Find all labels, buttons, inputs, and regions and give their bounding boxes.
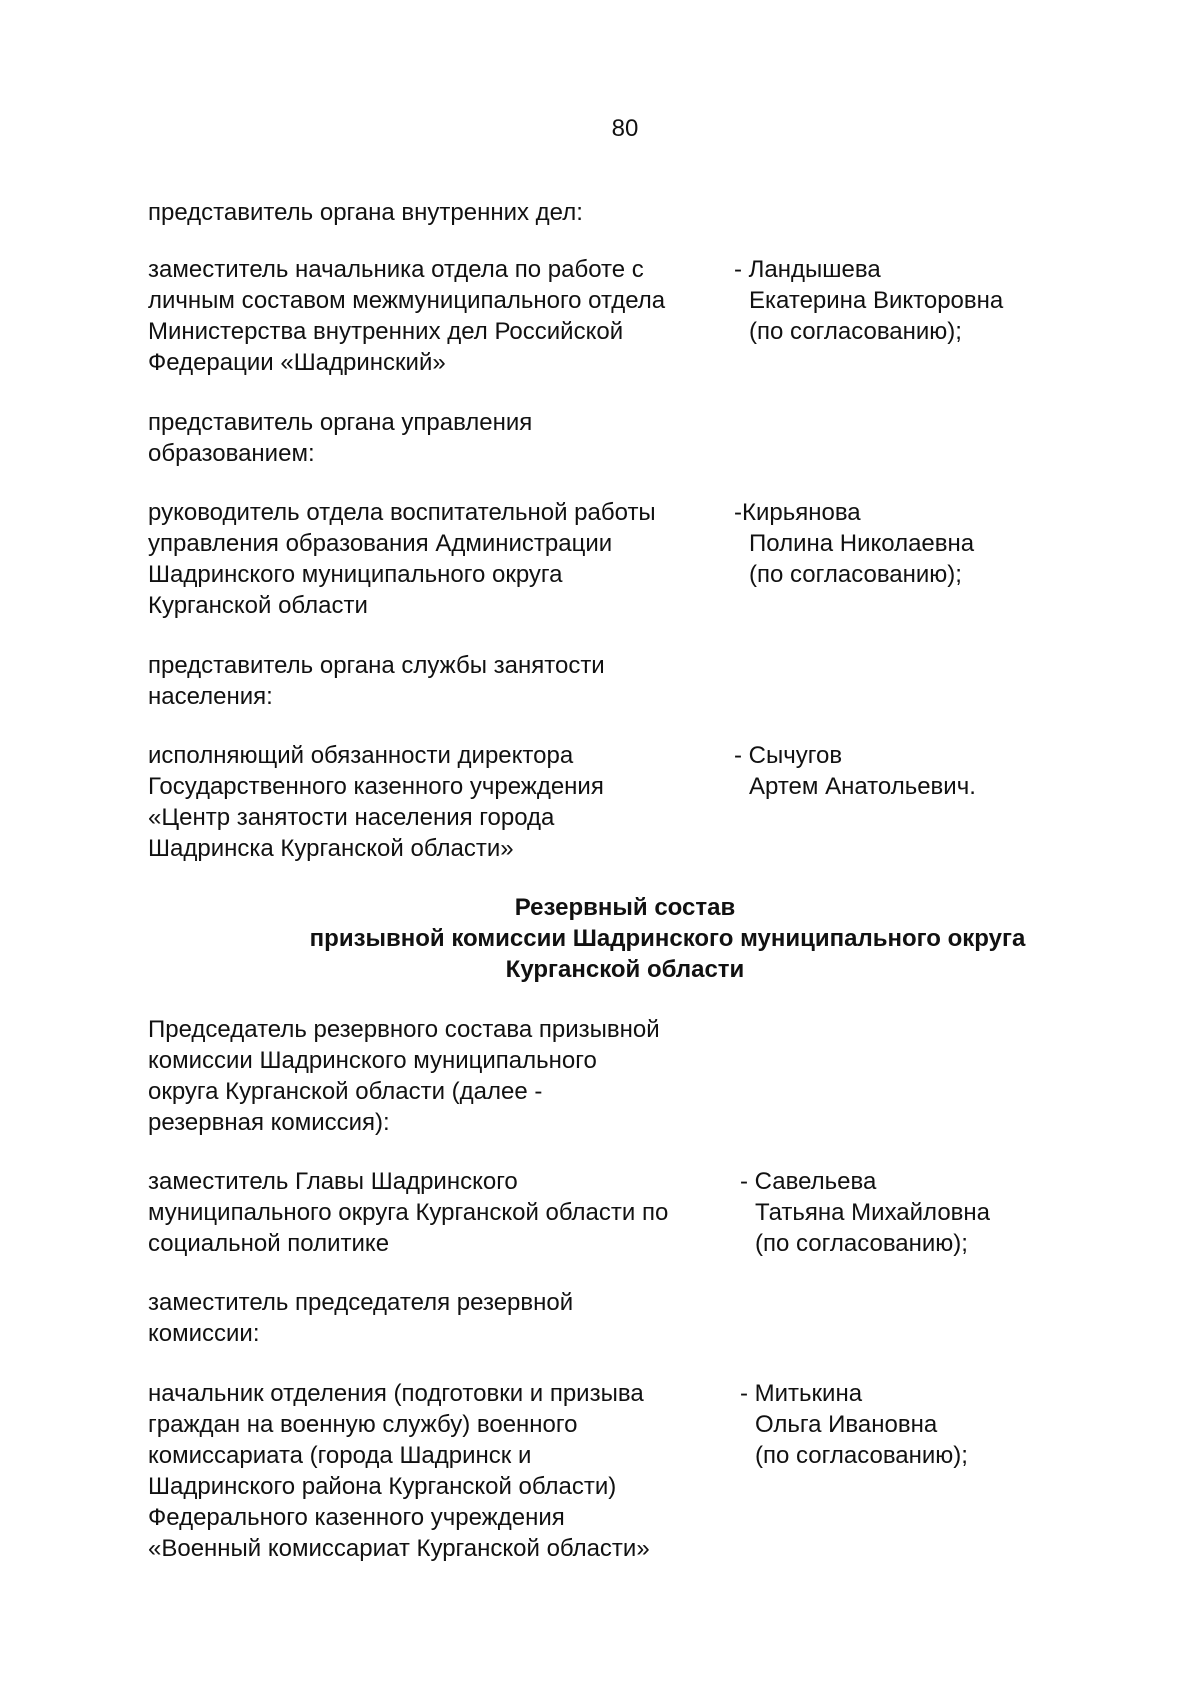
member-name-line: - Митькина xyxy=(740,1380,863,1407)
member-name-line: - Сычугов xyxy=(734,742,843,769)
section-label: округа Курганской области (далее - xyxy=(148,1078,543,1105)
member-name-line: - Савельева xyxy=(740,1168,877,1195)
position-line: Шадринска Курганской области» xyxy=(148,835,514,862)
position-line: заместитель Главы Шадринского xyxy=(148,1168,518,1195)
member-name-line: Ольга Ивановна xyxy=(755,1411,938,1438)
position-line: Шадринского муниципального округа xyxy=(148,561,563,588)
section-label: резервная комиссия): xyxy=(148,1109,390,1136)
member-name-line: Татьяна Михайловна xyxy=(755,1199,991,1226)
position-line: управления образования Администрации xyxy=(148,530,613,557)
page-number: 80 xyxy=(611,115,639,142)
member-note: (по согласованию); xyxy=(755,1230,968,1257)
section-label: комиссии: xyxy=(148,1320,260,1347)
member-name-line: Полина Николаевна xyxy=(749,530,975,557)
section-label: населения: xyxy=(148,683,273,710)
member-name-line: Артем Анатольевич. xyxy=(749,773,976,800)
position-line: граждан на военную службу) военного xyxy=(148,1411,578,1438)
section-heading: Курганской области xyxy=(505,956,745,983)
section-label: представитель органа внутренних дел: xyxy=(148,199,583,226)
position-line: Федерального казенного учреждения xyxy=(148,1504,565,1531)
section-heading: призывной комиссии Шадринского муниципального округа xyxy=(309,925,1026,952)
position-line: начальник отделения (подготовки и призыва xyxy=(148,1380,644,1407)
position-line: Курганской области xyxy=(148,592,368,619)
section-label: заместитель председателя резервной xyxy=(148,1289,574,1316)
section-label: представитель органа службы занятости xyxy=(148,652,605,679)
position-line: Федерации «Шадринский» xyxy=(148,349,446,376)
member-name-line: -Кирьянова xyxy=(734,499,861,526)
member-note: (по согласованию); xyxy=(749,318,962,345)
section-heading: Резервный состав xyxy=(514,894,736,921)
member-name-line: - Ландышева xyxy=(734,256,881,283)
member-note: (по согласованию); xyxy=(755,1442,968,1469)
section-label: образованием: xyxy=(148,440,315,467)
member-name-line: Екатерина Викторовна xyxy=(749,287,1004,314)
section-label: Председатель резервного состава призывной xyxy=(148,1016,660,1043)
position-line: руководитель отдела воспитательной работы xyxy=(148,499,656,526)
position-line: Шадринского района Курганской области) xyxy=(148,1473,617,1500)
section-label: представитель органа управления xyxy=(148,409,533,436)
position-line: Государственного казенного учреждения xyxy=(148,773,604,800)
position-line: заместитель начальника отдела по работе с xyxy=(148,256,644,283)
position-line: «Центр занятости населения города xyxy=(148,804,555,831)
position-line: Министерства внутренних дел Российской xyxy=(148,318,624,345)
position-line: социальной политике xyxy=(148,1230,390,1257)
position-line: «Военный комиссариат Курганской области» xyxy=(148,1535,650,1562)
position-line: личным составом межмуниципального отдела xyxy=(148,287,666,314)
section-label: комиссии Шадринского муниципального xyxy=(148,1047,597,1074)
member-note: (по согласованию); xyxy=(749,561,962,588)
position-line: комиссариата (города Шадринск и xyxy=(148,1442,532,1469)
position-line: исполняющий обязанности директора xyxy=(148,742,574,769)
position-line: муниципального округа Курганской области по xyxy=(148,1199,669,1226)
